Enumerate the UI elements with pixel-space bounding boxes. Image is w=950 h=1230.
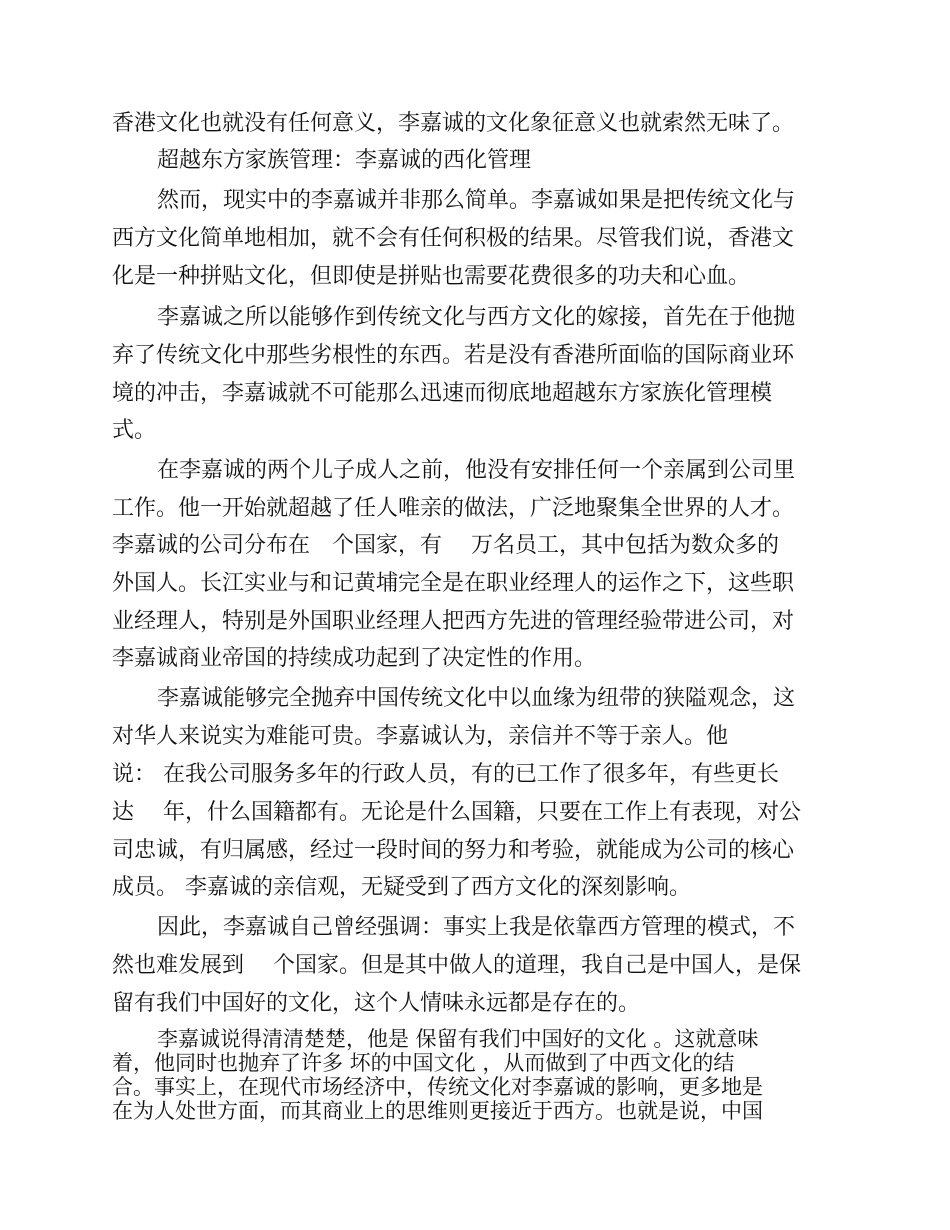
- text-line: 然而，现实中的李嘉诚并非那么简单。李嘉诚如果是把传统文化与: [157, 188, 796, 213]
- text-line: 式。: [112, 418, 157, 443]
- section-heading: 超越东方家族管理：李嘉诚的西化管理: [157, 148, 532, 173]
- text-line: 成员。 李嘉诚的亲信观，无疑受到了西方文化的深刻影响。: [112, 875, 691, 900]
- text-line: 李嘉诚能够完全抛弃中国传统文化中以血缘为纽带的狭隘观念，这: [157, 686, 796, 711]
- text-line: 因此，李嘉诚自己曾经强调：事实上我是依靠西方管理的模式，不: [157, 915, 796, 940]
- text-line: 然也难发展到 个国家。但是其中做人的道理，我自己是中国人，是保: [112, 953, 801, 978]
- text-line: 达 年，什么国籍都有。无论是什么国籍，只要在工作上有表现，对公: [112, 800, 801, 825]
- text-line: 境的冲击，李嘉诚就不可能那么迅速而彻底地超越东方家族化管理模: [112, 381, 773, 406]
- text-line: 在李嘉诚的两个儿子成人之前，他没有安排任何一个亲属到公司里: [157, 458, 796, 483]
- text-line: 李嘉诚的公司分布在 个国家，有 万名员工，其中包括为数众多的: [112, 533, 779, 558]
- text-line: 李嘉诚之所以能够作到传统文化与西方文化的嫁接，首先在于他抛: [157, 305, 796, 330]
- text-line: 业经理人，特别是外国职业经理人把西方先进的管理经验带进公司，对: [112, 609, 795, 634]
- text-line: 西方文化简单地相加，就不会有任何积极的结果。尽管我们说，香港文: [112, 226, 795, 251]
- text-line: 说： 在我公司服务多年的行政人员，有的已工作了很多年，有些更长: [112, 762, 779, 787]
- text-line: 对华人来说实为难能可贵。李嘉诚认为，亲信并不等于亲人。他: [112, 724, 729, 749]
- text-line: 合。事实上，在现代市场经济中，传统文化对李嘉诚的影响，更多地是: [112, 1075, 763, 1099]
- text-line: 李嘉诚商业帝国的持续成功起到了决定性的作用。: [112, 646, 597, 671]
- text-line: 司忠诚，有归属感，经过一段时间的努力和考验，就能成为公司的核心: [112, 838, 795, 863]
- text-line: 外国人。长江实业与和记黄埔完全是在职业经理人的运作之下，这些职: [112, 571, 795, 596]
- text-line: 在为人处世方面，而其商业上的思维则更接近于西方。也就是说，中国: [112, 1099, 763, 1123]
- text-line: 李嘉诚说得清清楚楚，他是 保留有我们中国好的文化 。这就意味: [157, 1027, 759, 1051]
- text-line: 弃了传统文化中那些劣根性的东西。若是没有香港所面临的国际商业环: [112, 343, 795, 368]
- text-line: 着，他同时也抛弃了许多 坏的中国文化 ，从而做到了中西文化的结: [112, 1051, 735, 1075]
- text-line: 留有我们中国好的文化，这个人情味永远都是存在的。: [112, 991, 641, 1016]
- text-line: 工作。他一开始就超越了任人唯亲的做法，广泛地聚集全世界的人才。: [112, 496, 795, 521]
- text-line: 香港文化也就没有任何意义，李嘉诚的文化象征意义也就索然无味了。: [112, 111, 795, 136]
- text-line: 化是一种拼贴文化，但即使是拼贴也需要花费很多的功夫和心血。: [112, 264, 751, 289]
